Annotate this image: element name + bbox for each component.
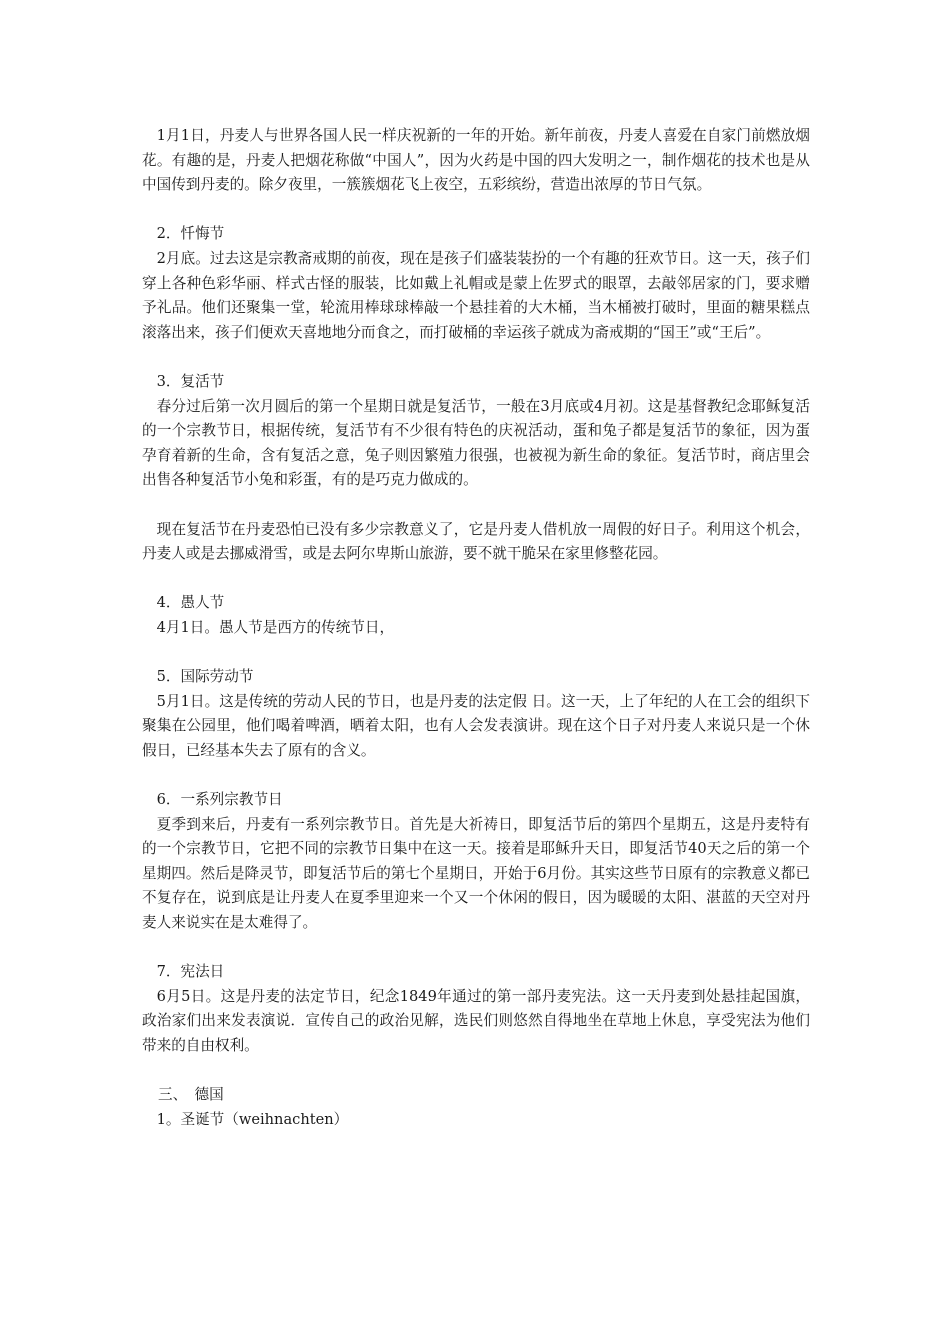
spacer [142,640,810,665]
spacer [142,345,810,370]
religious-paragraph: 夏季到来后，丹麦有一系列宗教节日。首先是大祈祷日，即复活节后的第四个星期五，这是丹麦特有的一个宗教节日，它把不同的宗教节日集中在这一天。接着是耶稣升天日，即复活节40天之后的第一个星期四。然后是降灵节，即复活节后的第七个星期日，开始于6月份。其实这些节日原有的宗教意义都已不复存在，说到底是让丹麦人在夏季里迎来一个又一个休闲的假日，因为暖暖的太阳、湛蓝的天空对丹麦人来说实在是太难得了。 [142,815,810,931]
section-heading-april-fools: 4．愚人节 [156,594,225,612]
section-heading-shrove: 2．忏悔节 [156,225,225,243]
spacer [142,763,810,788]
easter-paragraph-2: 现在复活节在丹麦恐怕已没有多少宗教意义了，它是丹麦人借机放一周假的好日子。利用这个机会，丹麦人或是去挪威滑雪，或是去阿尔卑斯山旅游，要不就干脆呆在家里修整花园。 [142,520,810,563]
spacer [142,493,810,518]
shrove-paragraph: 2月底。过去这是宗教斋戒期的前夜，现在是孩子们盛装装扮的一个有趣的狂欢节日。这一天，孩子们穿上各种色彩华丽、样式古怪的服装，比如戴上礼帽或是蒙上佐罗式的眼罩，去敲邻居家的门，要求赠予礼品。他们还聚集一堂，轮流用棒球球棒敲一个悬挂着的大木桶，当木桶被打破时，里面的糖果糕点滚落出来，孩子们便欢天喜地地分而食之，而打破桶的幸运孩子就成为斋戒期的“国王”或“王后”。 [142,249,810,341]
section-heading-constitution: 7．宪法日 [156,963,225,981]
new-year-paragraph: 1月1日，丹麦人与世界各国人民一样庆祝新的一年的开始。新年前夜，丹麦人喜爱在自家门前燃放烟花。有趣的是，丹麦人把烟花称做“中国人”，因为火药是中国的四大发明之一，制作烟花的技术也是从中国传到丹麦的。除夕夜里，一簇簇烟花飞上夜空，五彩缤纷，营造出浓厚的节日气氛。 [142,127,810,194]
spacer [142,198,810,223]
constitution-paragraph: 6月5日。这是丹麦的法定节日，纪念1849年通过的第一部丹麦宪法。这一天丹麦到处悬挂起国旗，政治家们出来发表演说．宣传自己的政治见解，选民们则悠然自得地坐在草地上休息，享受宪法为他们带来的自由权利。 [142,987,810,1054]
document-page [142,124,810,1132]
labor-day-paragraph: 5月1日。这是传统的劳动人民的节日，也是丹麦的法定假 日。这一天，上了年纪的人在工会的组织下聚集在公园里，他们喝着啤酒，晒着太阳，也有人会发表演讲。现在这个日子对丹麦人来说只是一个休假日，已经基本失去了原有的含义。 [142,692,810,759]
april-fools-paragraph: 4月1日。愚人节是西方的传统节日， [156,618,395,636]
spacer [142,567,810,592]
section-heading-christmas: 1。圣诞节（weihnachten） [156,1110,349,1128]
section-heading-religious: 6．一系列宗教节日 [156,791,283,809]
section-heading-easter: 3．复活节 [156,372,225,390]
easter-paragraph-1: 春分过后第一次月圆后的第一个星期日就是复活节，一般在3月底或4月初。这是基督教纪念耶稣复活的一个宗教节日，根据传统，复活节有不少很有特色的庆祝活动，蛋和兔子都是复活节的象征，因为蛋孕育着新的生命，含有复活之意，兔子则因繁殖力很强，也被视为新生命的象征。复活节时，商店里会出售各种复活节小兔和彩蛋，有的是巧克力做成的。 [142,397,810,489]
spacer [142,936,810,961]
spacer [142,1059,810,1084]
chapter-heading-germany: 三、 德国 [158,1086,224,1104]
section-heading-labor-day: 5．国际劳动节 [156,668,254,686]
